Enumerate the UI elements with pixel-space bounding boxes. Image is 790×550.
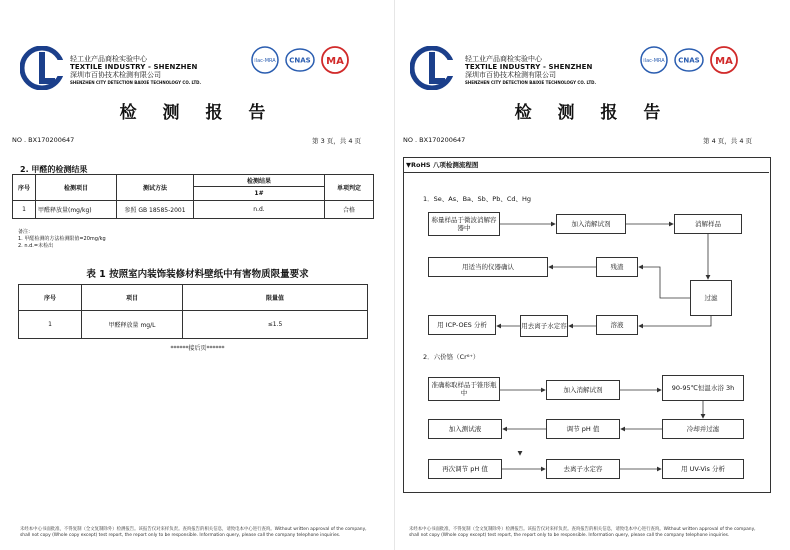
page-number: 第 3 页，共 4 页: [312, 137, 362, 145]
note-line: 2. n.d.=未检出: [18, 243, 54, 249]
page-title: 检 测 报 告: [119, 103, 276, 123]
flow-step: 再次调节 pH 值: [428, 459, 502, 479]
org-cn-company: 深圳市百协技术检测有限公司: [70, 71, 161, 79]
flow-step: 用 UV-Vis 分析: [662, 459, 744, 479]
page-number: 第 4 页，共 4 页: [703, 137, 753, 145]
note-line: 1. 甲醛检测的方法检测限值=20mg/kg: [18, 236, 106, 242]
flow-step: 残渣: [596, 257, 638, 277]
table-header: 检测结果: [194, 175, 325, 187]
flow-step: 用去离子水定容: [520, 315, 568, 337]
table-cell: 甲醛释放量 mg/L: [82, 311, 183, 339]
svg-text:ilac-MRA: ilac-MRA: [643, 58, 665, 64]
flow-section-1-title: 1．Se、As、Ba、Sb、Pb、Cd、Hg: [423, 195, 532, 203]
table-cell: ≤1.5: [183, 311, 368, 339]
footer-disclaimer: 未经本中心书面批准，不得复制（全文复制除外）检测报告。该报告仅对来样负责。查询报告的相关信息，请致电本中心进行查询。Without written approval of the company, shall not copy (Whole copy except) test report, the report only to be responsible. Information query, please call the company telephone inquiries.: [20, 527, 367, 538]
table-cell: n.d.: [194, 201, 325, 219]
table-header: 序号: [19, 285, 82, 311]
table-cell: 1: [13, 201, 36, 219]
flow-step: 用 ICP-OES 分析: [428, 315, 496, 335]
table-cell: 1: [19, 311, 82, 339]
note-line: 备注：: [18, 229, 34, 235]
org-en-company: SHENZHEN CITY DETECTION BAIXIE TECHNOLOGY CO. LTD.: [465, 80, 597, 85]
flowchart-header: ▼RoHS 八项检测流程图: [403, 157, 769, 173]
table-cell: 参照 GB 18585-2001: [117, 201, 194, 219]
flow-step: 去离子水定容: [546, 459, 620, 479]
table-header: 序号: [13, 175, 36, 201]
org-cn-name: 轻工业产品商检实验中心: [465, 55, 542, 63]
flow-section-2-title: 2．六价铬（Cr⁶⁺）: [423, 353, 480, 361]
arrow-spacer: [465, 439, 520, 455]
arrow: [639, 267, 690, 298]
flow-step: 溶液: [596, 315, 638, 335]
svg-text:CNAS: CNAS: [289, 56, 311, 65]
continued-mark: ******接后页******: [170, 345, 225, 352]
report-number: NO . BX170200647: [12, 136, 75, 144]
flow-step: 调节 pH 值: [546, 419, 620, 439]
svg-text:ilac-MRA: ilac-MRA: [254, 58, 276, 64]
flow-step: 加入消解试剂: [556, 214, 626, 234]
org-en-name: TEXTILE INDUSTRY - SHENZHEN: [70, 63, 198, 71]
limit-table-title: 表 1 按照室内装饰装修材料壁纸中有害物质限量要求: [86, 269, 309, 280]
org-cn-company: 深圳市百协技术检测有限公司: [465, 71, 556, 79]
flow-step: 消解样品: [674, 214, 742, 234]
footer-disclaimer: 未经本中心书面批准，不得复制（全文复制除外）检测报告。该报告仅对来样负责。查询报告的相关信息，请致电本中心进行查询。Without written approval of the company, shall not copy (Whole copy except) test report, the report only to be responsible. Information query, please call the company telephone inquiries.: [409, 527, 756, 538]
table-header: 测试方法: [117, 175, 194, 201]
table-header: 单项判定: [325, 175, 374, 201]
flow-step: 加入测试液: [428, 419, 502, 439]
org-cn-name: 轻工业产品商检实验中心: [70, 55, 147, 63]
flow-step: 准确称取样品于锥形瓶中: [428, 377, 500, 401]
page-title: 检 测 报 告: [514, 103, 671, 123]
svg-text:CNAS: CNAS: [678, 56, 700, 65]
flow-step: 90-95℃恒温水浴 3h: [662, 375, 744, 401]
flow-step: 冷却并过滤: [662, 419, 744, 439]
section-title: 2. 甲醛的检测结果: [20, 165, 88, 174]
table-header: 项目: [82, 285, 183, 311]
arrow: [639, 316, 711, 326]
flow-step: 称量样品于微波消解容器中: [428, 212, 500, 236]
table-header: 检测项目: [36, 175, 117, 201]
svg-text:MA: MA: [715, 56, 733, 67]
table-cell: 甲醛释放量(mg/kg): [36, 201, 117, 219]
org-en-company: SHENZHEN CITY DETECTION BAIXIE TECHNOLOGY CO. LTD.: [70, 80, 202, 85]
table-subheader: 1#: [194, 187, 325, 201]
report-number: NO . BX170200647: [403, 136, 466, 144]
table-header: 限量值: [183, 285, 368, 311]
flow-step: 用适当的仪器确认: [428, 257, 548, 277]
org-en-name: TEXTILE INDUSTRY - SHENZHEN: [465, 63, 593, 71]
flow-step: 过滤: [690, 280, 732, 316]
svg-text:MA: MA: [326, 56, 344, 67]
table-cell: 合格: [325, 201, 374, 219]
flow-step: 加入消解试剂: [546, 380, 620, 400]
